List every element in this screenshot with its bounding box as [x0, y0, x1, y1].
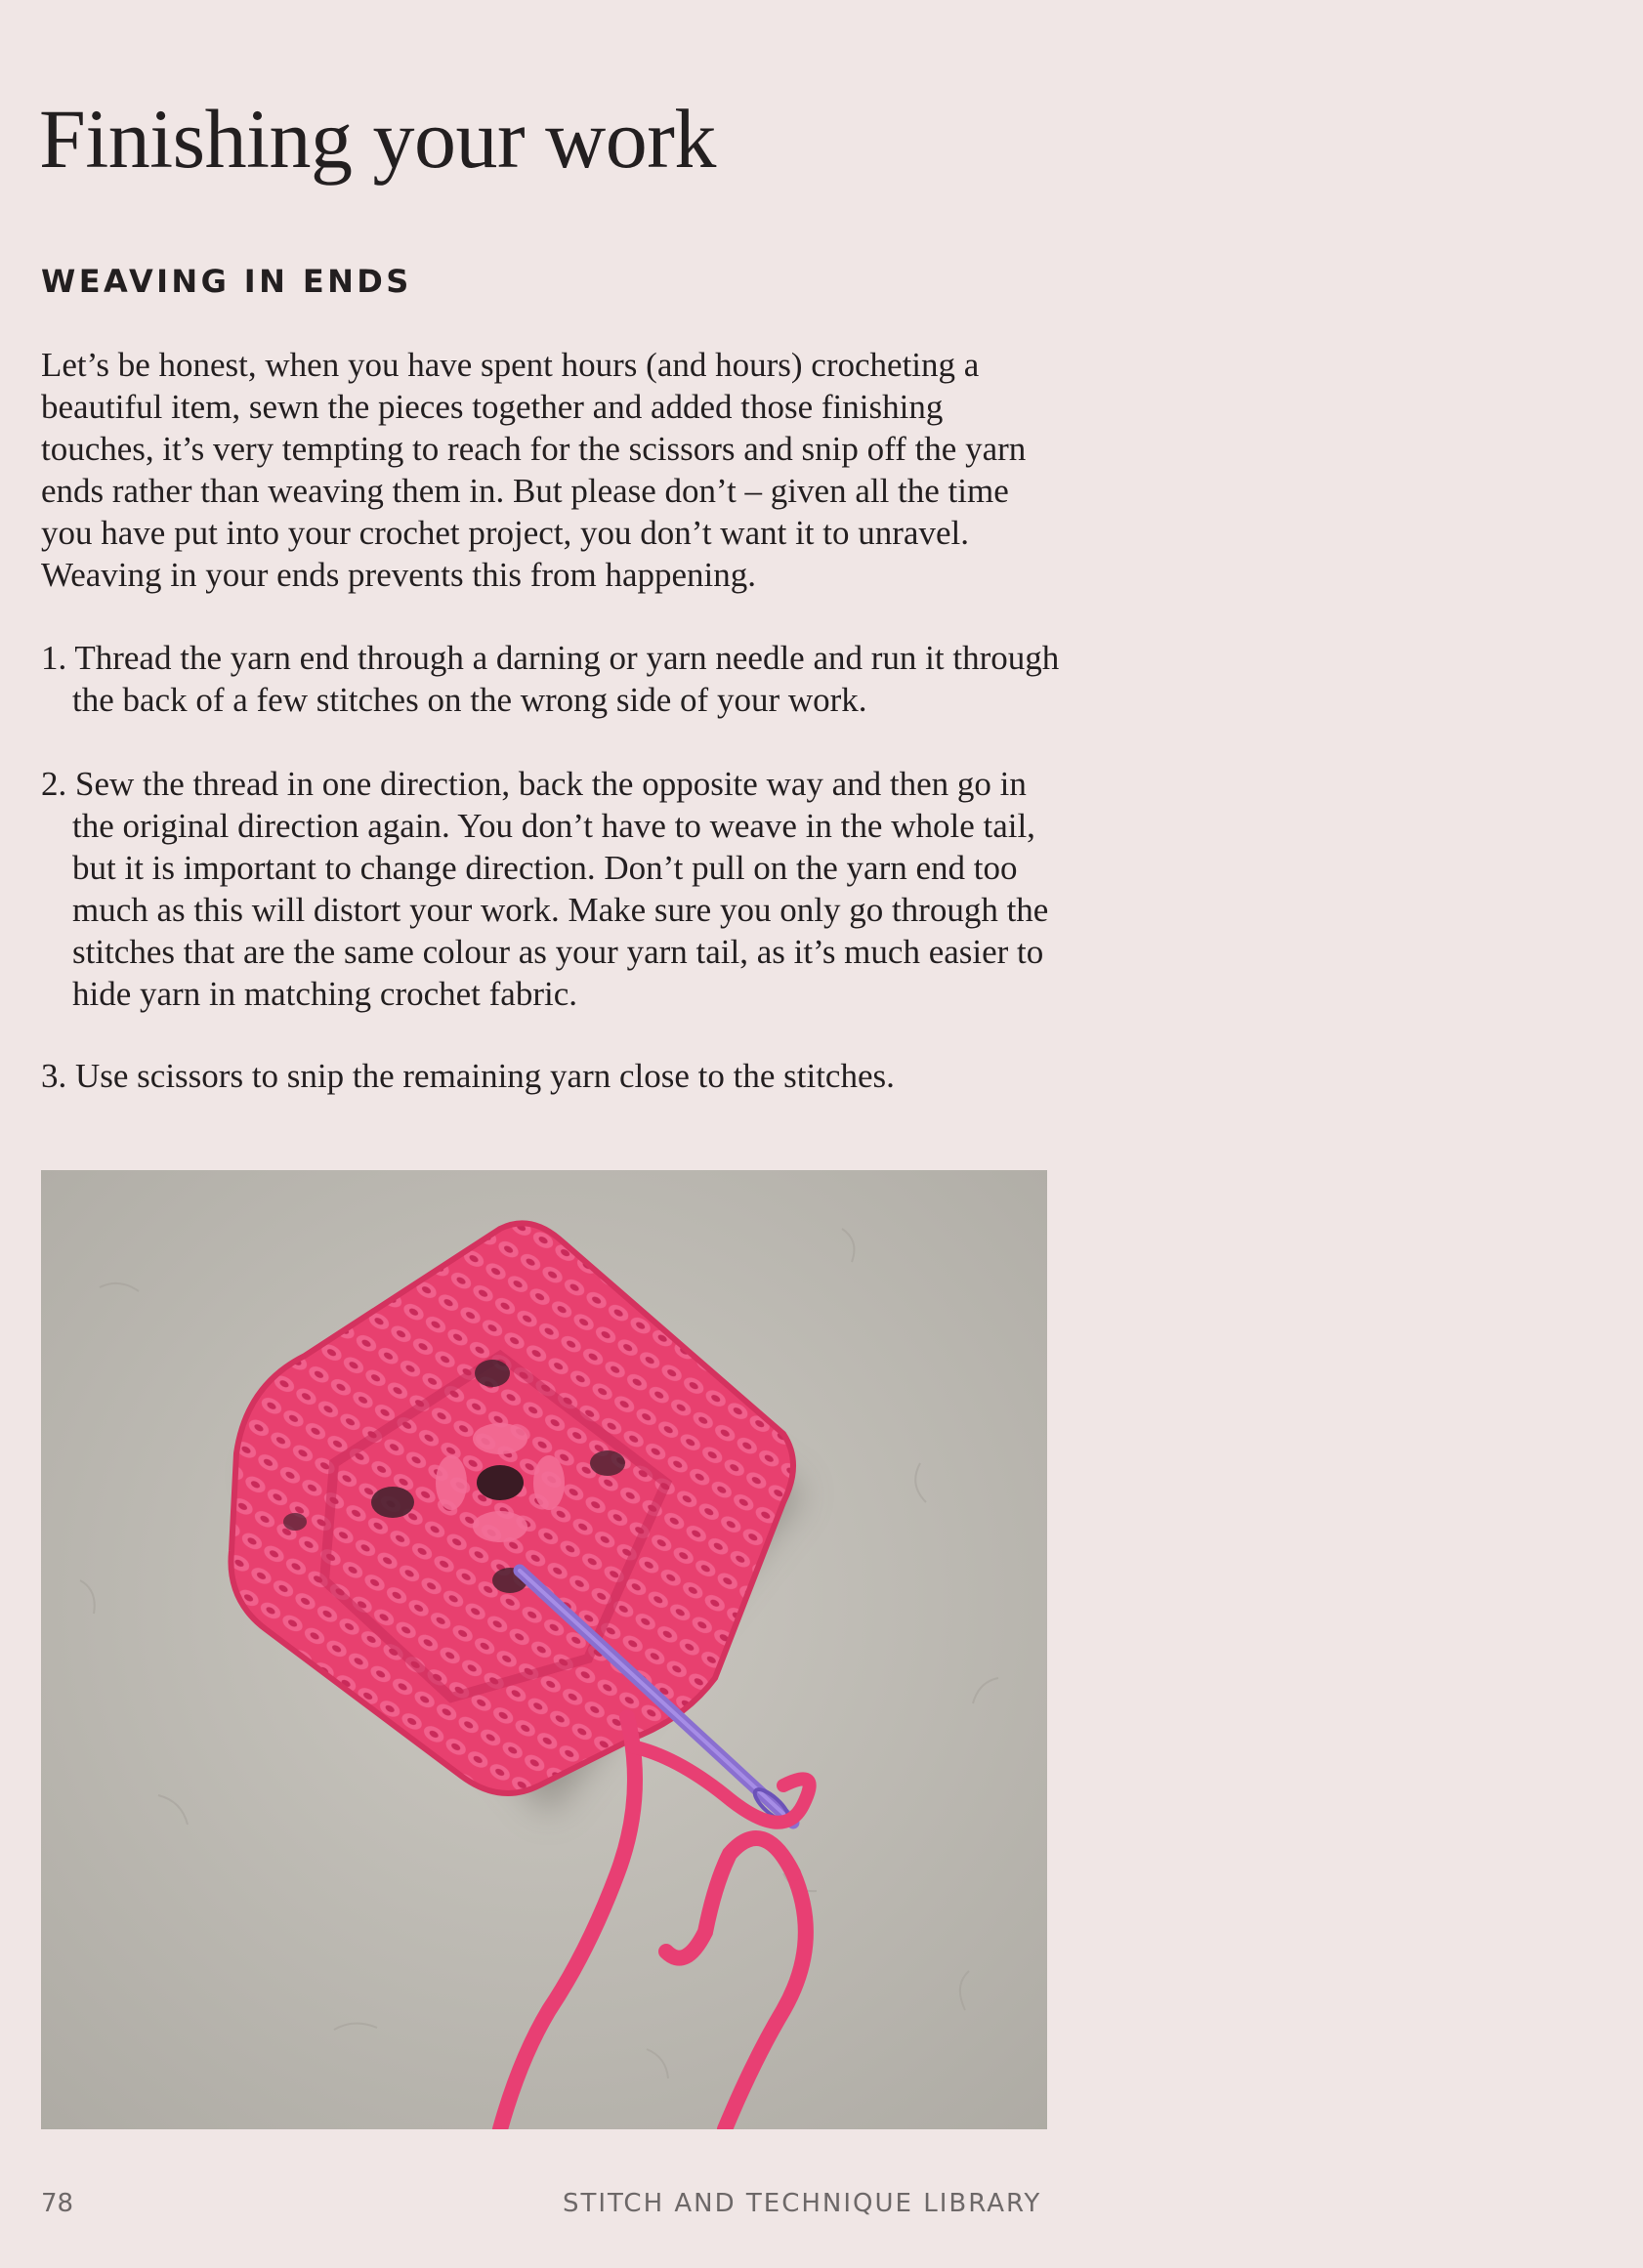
step-1: 1. Thread the yarn end through a darning or yarn needle and run it through the back of a few stitches on the wrong side of your work. [41, 639, 1060, 719]
section-heading: WEAVING IN ENDS [41, 263, 412, 300]
step-3: 3. Use scissors to snip the remaining yarn close to the stitches. [41, 1057, 895, 1095]
page-number: 78 [41, 2189, 74, 2218]
page-title: Finishing your work [39, 92, 716, 186]
crochet-photo [41, 1170, 1047, 2129]
intro-paragraph: Let’s be honest, when you have spent hours (and hours) crocheting a beautiful item, sewn the pieces together and added those finishing touches, it’s very tempting to reach for the scissors and snip off the yarn ends rather than weaving them in. But please don’t – given all the time you have put into your crochet project, you don’t want it to unravel. Weaving in your ends prevents this from happening. [41, 346, 1027, 594]
running-footer-title: STITCH AND TECHNIQUE LIBRARY [563, 2189, 1042, 2218]
center-hole [477, 1465, 524, 1500]
crochet-photo-illustration [41, 1170, 1047, 2129]
step-2: 2. Sew the thread in one direction, back the opposite way and then go in the original direction again. You don’t have to weave in the whole tail, but it is important to change direction. Don’t pull on the yarn end too much as this will distort your work. Make sure you only go through the stitches that are the same colour as your yarn tail, as it’s much easier to hide yarn in matching crochet fabric. [41, 765, 1049, 1013]
